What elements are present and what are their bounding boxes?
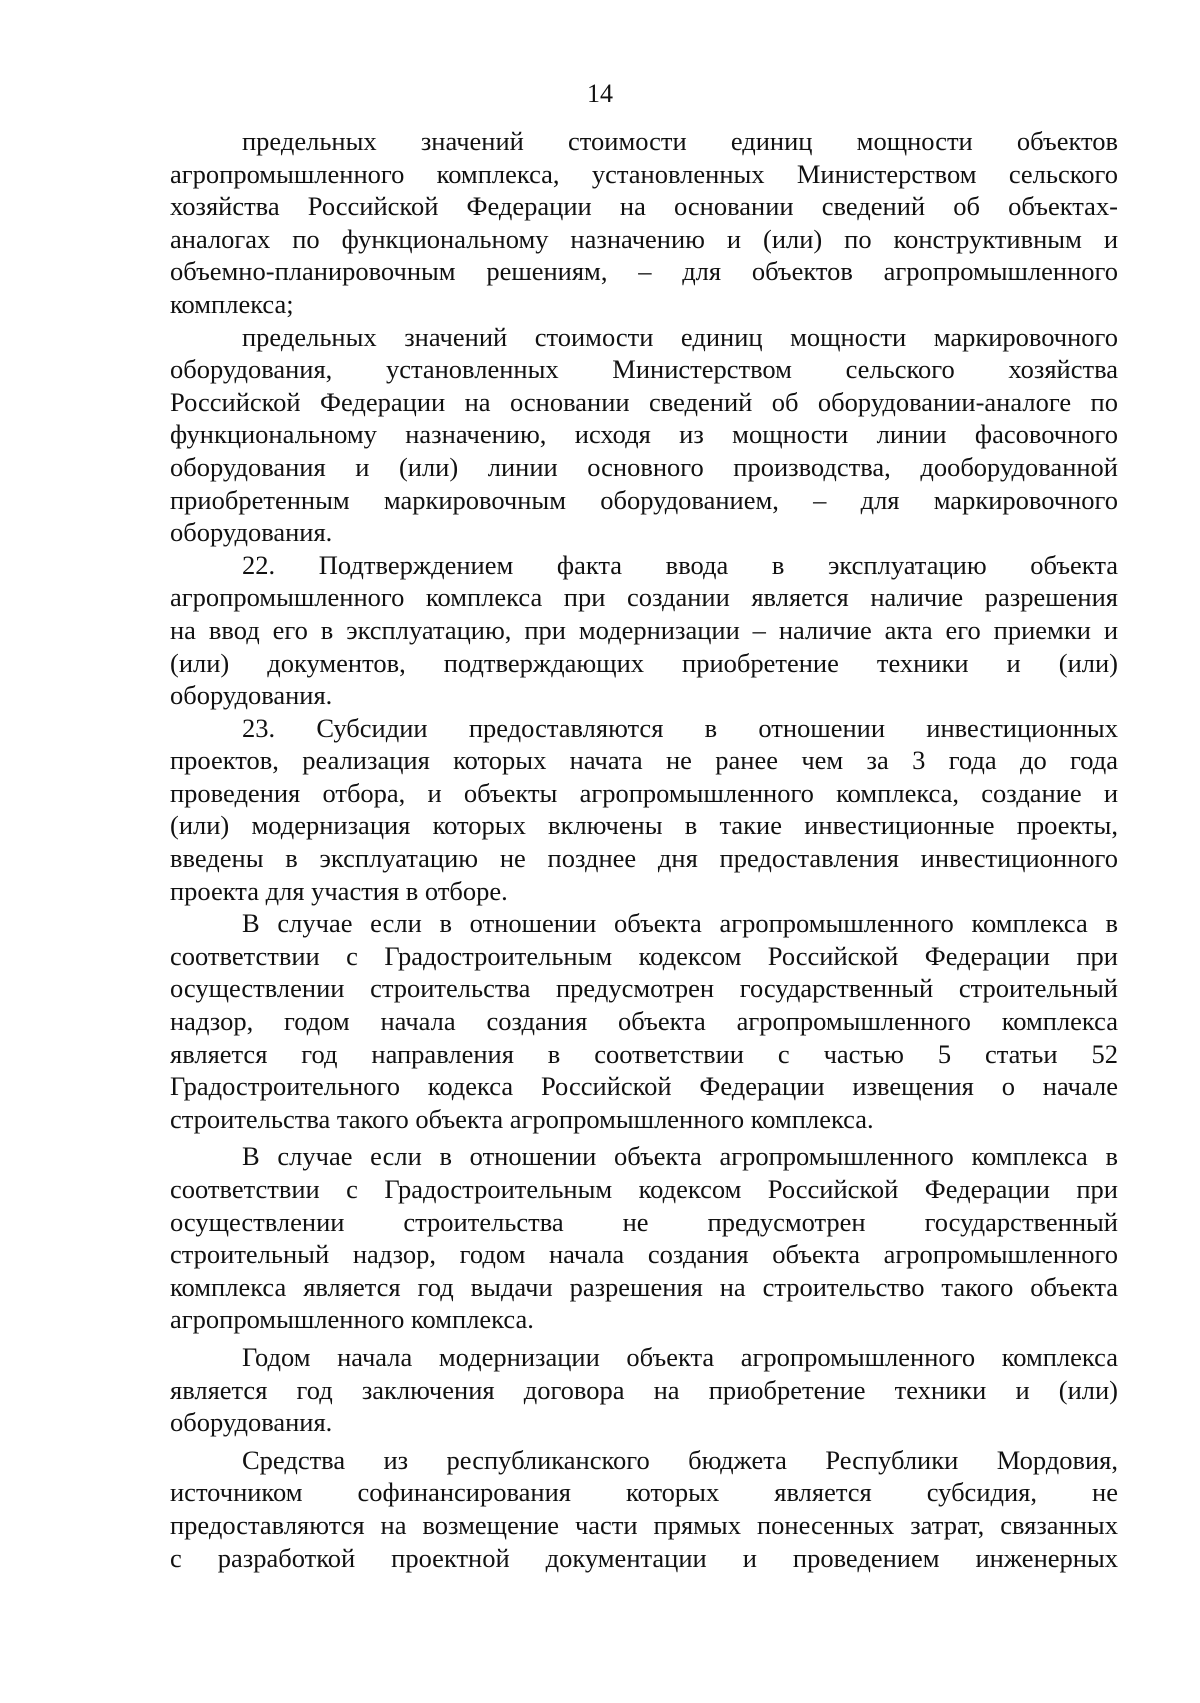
text-line: оборудования. (170, 1407, 333, 1438)
paragraph (170, 321, 1118, 549)
text-line: агропромышленного комплекса, установленных Министерством сельского (170, 158, 1118, 189)
text-line: агропромышленного комплекса при создании является наличие разрешения (170, 582, 1118, 613)
text-line: комплекса; (170, 288, 294, 319)
text-line: оборудования. (170, 680, 333, 711)
text-line: хозяйства Российской Федерации на основании сведений об объектах- (170, 191, 1118, 222)
text-line: В случае если в отношении объекта агропромышленного комплекса в (242, 1141, 1118, 1172)
text-line: с разработкой проектной документации и проведением инженерных (170, 1542, 1118, 1573)
text-line: проведения отбора, и объекты агропромышленного комплекса, создание и (170, 777, 1118, 808)
text-line: оборудования. (170, 517, 333, 548)
text-line: предельных значений стоимости единиц мощности маркировочного (242, 321, 1118, 352)
text-line: осуществлении строительства предусмотрен государственный строительный (170, 973, 1118, 1004)
text-line: осуществлении строительства не предусмотрен государственный (170, 1206, 1118, 1237)
text-line: является год заключения договора на приобретение техники и (или) (170, 1374, 1118, 1405)
text-line: 23. Субсидии предоставляются в отношении инвестиционных (242, 712, 1118, 743)
text-line: на ввод его в эксплуатацию, при модернизации – наличие акта его приемки и (170, 614, 1118, 645)
text-line: соответствии с Градостроительным кодексом Российской Федерации при (170, 940, 1118, 971)
text-line: Средства из республиканского бюджета Республики Мордовия, (242, 1444, 1118, 1475)
text-line: предоставляются на возмещение части прямых понесенных затрат, связанных (170, 1509, 1118, 1540)
text-line: является год направления в соответствии с частью 5 статьи 52 (170, 1038, 1118, 1069)
text-line: объемно-планировочным решениям, – для объектов агропромышленного (170, 256, 1118, 287)
text-line: агропромышленного комплекса. (170, 1304, 534, 1335)
text-line: строительный надзор, годом начала создания объекта агропромышленного (170, 1239, 1118, 1270)
text-line: Российской Федерации на основании сведений об оборудовании-аналоге по (170, 386, 1118, 417)
paragraph (170, 1140, 1118, 1336)
page-number: 14 (587, 79, 613, 108)
text-line: оборудования, установленных Министерством сельского хозяйства (170, 354, 1118, 385)
text-line: 22. Подтверждением факта ввода в эксплуатацию объекта (242, 549, 1118, 580)
paragraph (170, 907, 1118, 1135)
text-line: (или) модернизация которых включены в такие инвестиционные проекты, (170, 810, 1118, 841)
text-line: Годом начала модернизации объекта агропромышленного комплекса (242, 1341, 1118, 1372)
text-line: предельных значений стоимости единиц мощности объектов (242, 126, 1118, 156)
text-line: (или) документов, подтверждающих приобретение техники и (или) (170, 647, 1118, 678)
text-line: комплекса является год выдачи разрешения на строительство такого объекта (170, 1271, 1118, 1302)
text-line: проекта для участия в отборе. (170, 875, 508, 906)
text-line: В случае если в отношении объекта агропромышленного комплекса в (242, 908, 1118, 939)
text-line: аналогах по функциональному назначению и (или) по конструктивным и (170, 223, 1118, 254)
paragraph (170, 1444, 1118, 1574)
text-line: источником софинансирования которых является субсидия, не (170, 1477, 1118, 1508)
text-line: строительства такого объекта агропромышленного комплекса. (170, 1103, 874, 1134)
paragraph (170, 549, 1118, 712)
text-line: оборудования и (или) линии основного производства, дооборудованной (170, 451, 1118, 482)
text-line: функциональному назначению, исходя из мощности линии фасовочного (170, 419, 1118, 450)
paragraph (170, 1341, 1118, 1439)
text-line: введены в эксплуатацию не позднее дня предоставления инвестиционного (170, 843, 1118, 874)
text-line: Градостроительного кодекса Российской Федерации извещения о начале (170, 1071, 1118, 1102)
text-line: надзор, годом начала создания объекта агропромышленного комплекса (170, 1006, 1118, 1037)
text-line: проектов, реализация которых начата не ранее чем за 3 года до года (170, 745, 1118, 776)
document-body (170, 125, 1118, 1574)
paragraph (170, 125, 1118, 321)
paragraph (170, 712, 1118, 908)
text-line: соответствии с Градостроительным кодексом Российской Федерации при (170, 1174, 1118, 1204)
text-line: приобретенным маркировочным оборудованием, – для маркировочного (170, 484, 1118, 515)
